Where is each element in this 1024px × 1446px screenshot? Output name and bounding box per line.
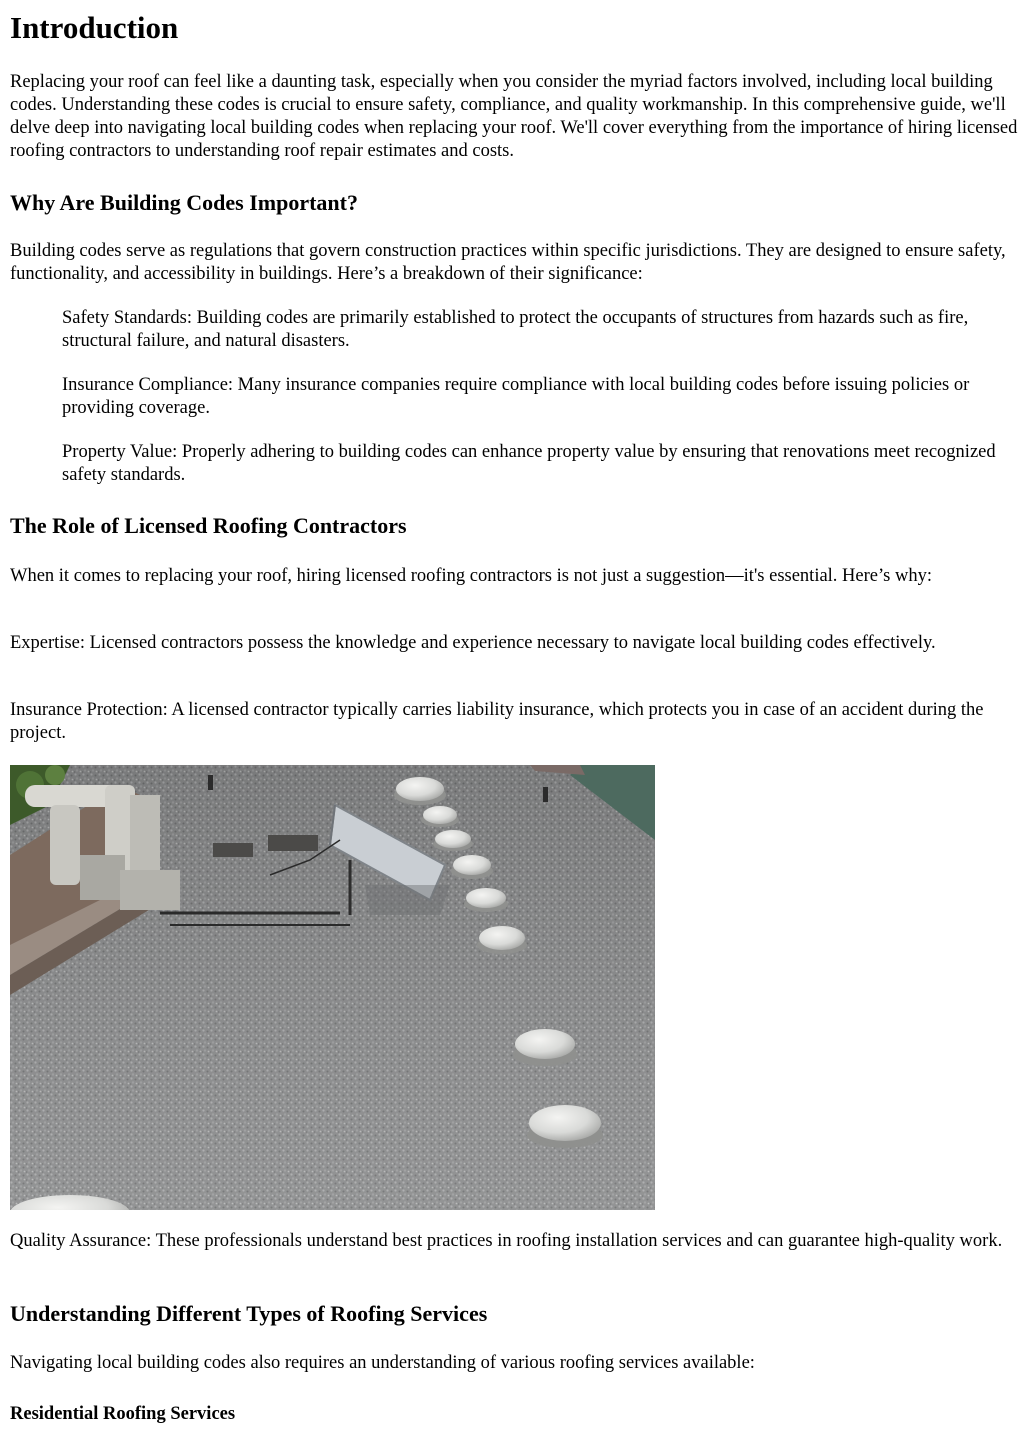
paragraph-introduction: Replacing your roof can feel like a daunting task, especially when you consider the myriad factors involved, including local building codes. Understanding these codes is crucial to ensure safety, compliance, and quality workmanship. In this comprehensive guide, we'll delve deep into navigating local building codes when replacing your roof. We'll cover everything from the importance of hiring licensed roofing contractors to understanding roof repair estimates and costs. [10,72,1018,161]
roof-photo [10,765,655,1210]
heading-residential-roofing: Residential Roofing Services [10,1404,236,1424]
heading-introduction: Introduction [10,10,179,45]
heading-why-building-codes: Why Are Building Codes Important? [10,190,358,215]
paragraph-types-roofing-services: Navigating local building codes also requires an understanding of various roofing services available: [10,1353,755,1373]
paragraph-licensed-contractors: When it comes to replacing your roof, hiring licensed roofing contractors is not just a suggestion—it's essential. Here’s why: [10,566,932,586]
blockquote-safety-standards: Safety Standards: Building codes are primarily established to protect the occupants of structures from hazards such as fire, structural failure, and natural disasters. [62,308,969,351]
paragraph-why-building-codes: Building codes serve as regulations that govern construction practices within specific jurisdictions. They are designed to ensure safety, functionality, and accessibility in buildings. Here’s a breakdown of their significance: [10,241,1006,284]
paragraph-quality-assurance: Quality Assurance: These professionals understand best practices in roofing installation services and can guarantee high-quality work. [10,1231,1003,1251]
paragraph-insurance-protection: Insurance Protection: A licensed contractor typically carries liability insurance, which protects you in case of an accident during the project. [10,700,984,743]
paragraph-expertise: Expertise: Licensed contractors possess the knowledge and experience necessary to navigate local building codes effectively. [10,633,936,653]
blockquote-property-value: Property Value: Properly adhering to building codes can enhance property value by ensuring that renovations meet recognized safety standards. [62,442,996,485]
heading-types-roofing-services: Understanding Different Types of Roofing Services [10,1301,488,1326]
heading-licensed-contractors: The Role of Licensed Roofing Contractors [10,513,407,538]
blockquote-insurance-compliance: Insurance Compliance: Many insurance companies require compliance with local building codes before issuing policies or providing coverage. [62,375,970,418]
